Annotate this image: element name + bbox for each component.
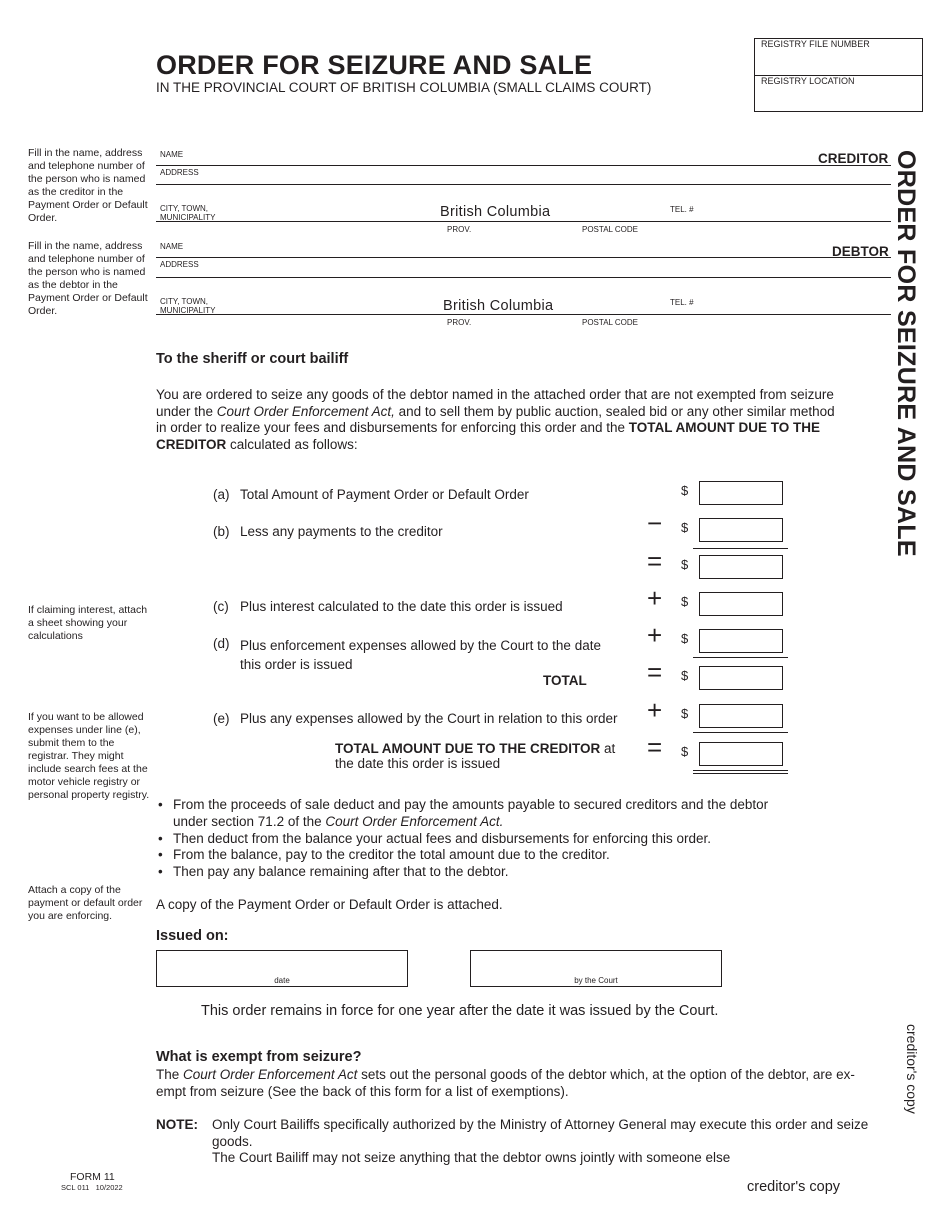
- double-rule-bottom: [693, 773, 788, 774]
- note-attach: Attach a copy of the payment or default order you are enforcing.: [28, 884, 143, 922]
- total-dollar: $: [681, 668, 689, 683]
- list-item: • Then pay any balance remaining after that to the debtor.: [156, 864, 816, 881]
- plus-sign-2: +: [647, 620, 663, 650]
- vertical-copy-label: creditor's copy: [904, 1024, 920, 1114]
- page-title: ORDER FOR SEIZURE AND SALE: [156, 50, 593, 80]
- creditor-city-label: CITY, TOWN, MUNICIPALITY: [160, 204, 216, 222]
- debtor-name-line[interactable]: [156, 257, 891, 258]
- line-a-dollar: $: [681, 483, 689, 498]
- line-c-amount-field[interactable]: [699, 592, 783, 616]
- creditor-name-label: NAME: [160, 150, 184, 159]
- note-expenses: If you want to be allowed expenses under line (e), submit them to the registrar. They might include search fees at the motor vehicle registry or personal property registry.: [28, 711, 150, 801]
- subtotal-dollar: $: [681, 557, 689, 572]
- line-d-amount-field[interactable]: [699, 629, 783, 653]
- subtotal-rule: [693, 548, 788, 549]
- debtor-address-line[interactable]: [156, 277, 891, 278]
- plus-sign-1: +: [647, 583, 663, 613]
- line-e-amount-field[interactable]: [699, 704, 783, 728]
- list-item: • Then deduct from the balance your actual fees and disbursements for enforcing this order.: [156, 831, 816, 848]
- line-c-letter: (c): [213, 599, 229, 614]
- total-due-dollar: $: [681, 744, 689, 759]
- creditor-city-line[interactable]: [156, 221, 891, 222]
- instructions-list: [156, 797, 816, 881]
- creditor-name-line[interactable]: [156, 165, 891, 166]
- creditor-address-label: ADDRESS: [160, 168, 199, 177]
- list-item: • From the balance, pay to the creditor the total amount due to the creditor.: [156, 847, 816, 864]
- debtor-role-label: DEBTOR: [832, 244, 889, 259]
- court-signature-label: by the Court: [574, 976, 618, 985]
- line-b-amount-field[interactable]: [699, 518, 783, 542]
- creditor-postal-label: POSTAL CODE: [582, 225, 639, 234]
- note-debtor: Fill in the name, address and telephone number of the person who is named as the debtor in the Payment Order or Default Order.: [28, 240, 148, 317]
- debtor-city-line[interactable]: [156, 314, 891, 315]
- line-d-dollar: $: [681, 631, 689, 646]
- issued-date-field[interactable]: [156, 950, 408, 987]
- total-due-amount-field[interactable]: [699, 742, 783, 766]
- creditor-role-label: CREDITOR: [818, 151, 889, 166]
- registry-box: [754, 38, 923, 112]
- creditor-province-value: British Columbia: [440, 204, 551, 220]
- plus-sign-3: +: [647, 695, 663, 725]
- note-creditor: Fill in the name, address and telephone number of the person who is named as the creditor in the Payment Order or Default Order.: [28, 147, 148, 224]
- line-e-dollar: $: [681, 706, 689, 721]
- double-rule-top: [693, 770, 788, 771]
- page-subtitle: IN THE PROVINCIAL COURT OF BRITISH COLUMBIA (SMALL CLAIMS COURT): [156, 80, 652, 95]
- creditor-tel-label: TEL. #: [670, 205, 694, 214]
- total-rule: [693, 657, 788, 658]
- equals-sign-3: =: [647, 732, 663, 762]
- total-label: TOTAL: [543, 673, 587, 688]
- creditor-address-line[interactable]: [156, 184, 891, 185]
- registry-file-number-field[interactable]: [755, 53, 922, 73]
- line-d-letter: (d): [213, 636, 230, 651]
- line-a-letter: (a): [213, 487, 230, 502]
- line-c-text: Plus interest calculated to the date this order is issued: [240, 599, 563, 614]
- total-due-label: TOTAL AMOUNT DUE TO THE CREDITOR at the date this order is issued: [335, 741, 616, 771]
- creditor-prov-label: PROV.: [447, 225, 472, 234]
- debtor-name-label: NAME: [160, 242, 184, 251]
- debtor-postal-label: POSTAL CODE: [582, 318, 639, 327]
- line-b-letter: (b): [213, 524, 230, 539]
- exempt-paragraph: The Court Order Enforcement Act sets out the personal goods of the debtor which, at the option of the debtor, are ex- empt from seizure (See the back of this form for a list of exemptions).: [156, 1067, 855, 1099]
- minus-sign: −: [647, 508, 663, 538]
- debtor-prov-label: PROV.: [447, 318, 472, 327]
- registry-file-number-label: REGISTRY FILE NUMBER: [761, 39, 870, 49]
- line-a-text: Total Amount of Payment Order or Default Order: [240, 487, 529, 502]
- line-e-letter: (e): [213, 711, 230, 726]
- line-b-text: Less any payments to the creditor: [240, 524, 443, 539]
- issued-on-heading: Issued on:: [156, 928, 229, 944]
- form-code: SCL 011 10/2022: [61, 1183, 123, 1192]
- line-b-dollar: $: [681, 520, 689, 535]
- note-label: NOTE:: [156, 1117, 198, 1132]
- in-force-statement: This order remains in force for one year after the date it was issued by the Court.: [201, 1003, 719, 1019]
- grand-total-rule: [693, 732, 788, 733]
- court-signature-field[interactable]: [470, 950, 722, 987]
- subtotal-amount-field[interactable]: [699, 555, 783, 579]
- debtor-city-label: CITY, TOWN, MUNICIPALITY: [160, 297, 216, 315]
- registry-location-field[interactable]: [755, 89, 922, 109]
- debtor-tel-label: TEL. #: [670, 298, 694, 307]
- equals-sign-1: =: [647, 546, 663, 576]
- exempt-heading: What is exempt from seizure?: [156, 1049, 362, 1065]
- line-d-text: Plus enforcement expenses allowed by the Court to the date this order is issued: [240, 638, 601, 672]
- equals-sign-2: =: [647, 657, 663, 687]
- line-a-amount-field[interactable]: [699, 481, 783, 505]
- form-number: FORM 11: [70, 1171, 115, 1183]
- sheriff-heading: To the sheriff or court bailiff: [156, 351, 349, 367]
- vertical-title: ORDER FOR SEIZURE AND SALE: [892, 150, 920, 557]
- total-amount-field[interactable]: [699, 666, 783, 690]
- registry-location-label: REGISTRY LOCATION: [761, 76, 855, 86]
- line-e-text: Plus any expenses allowed by the Court in relation to this order: [240, 711, 618, 726]
- debtor-address-label: ADDRESS: [160, 260, 199, 269]
- attached-statement: A copy of the Payment Order or Default Order is attached.: [156, 897, 503, 912]
- debtor-province-value: British Columbia: [443, 298, 554, 314]
- note-interest: If claiming interest, attach a sheet showing your calculations: [28, 604, 148, 642]
- issued-date-label: date: [274, 976, 290, 985]
- sheriff-paragraph: You are ordered to seize any goods of the debtor named in the attached order that are not exempted from seizure under the Court Order Enforcement Act, and to sell them by public auction, sealed bid or any other similar method in order to realize your fees and disbursements for enforcing this order and the TOTAL AMOUNT DUE TO THE CREDITOR calculated as follows:: [156, 387, 835, 453]
- copy-label: creditor's copy: [747, 1179, 841, 1195]
- note-text: Only Court Bailiffs specifically authorized by the Ministry of Attorney General may execute this order and seize goods. The Court Bailiff may not seize anything that the debtor owns jointly with someone else: [212, 1117, 869, 1166]
- line-c-dollar: $: [681, 594, 689, 609]
- list-item: • From the proceeds of sale deduct and pay the amounts payable to secured creditors and the debtor under section 71.2 of the Court Order Enforcement Act.: [156, 797, 816, 831]
